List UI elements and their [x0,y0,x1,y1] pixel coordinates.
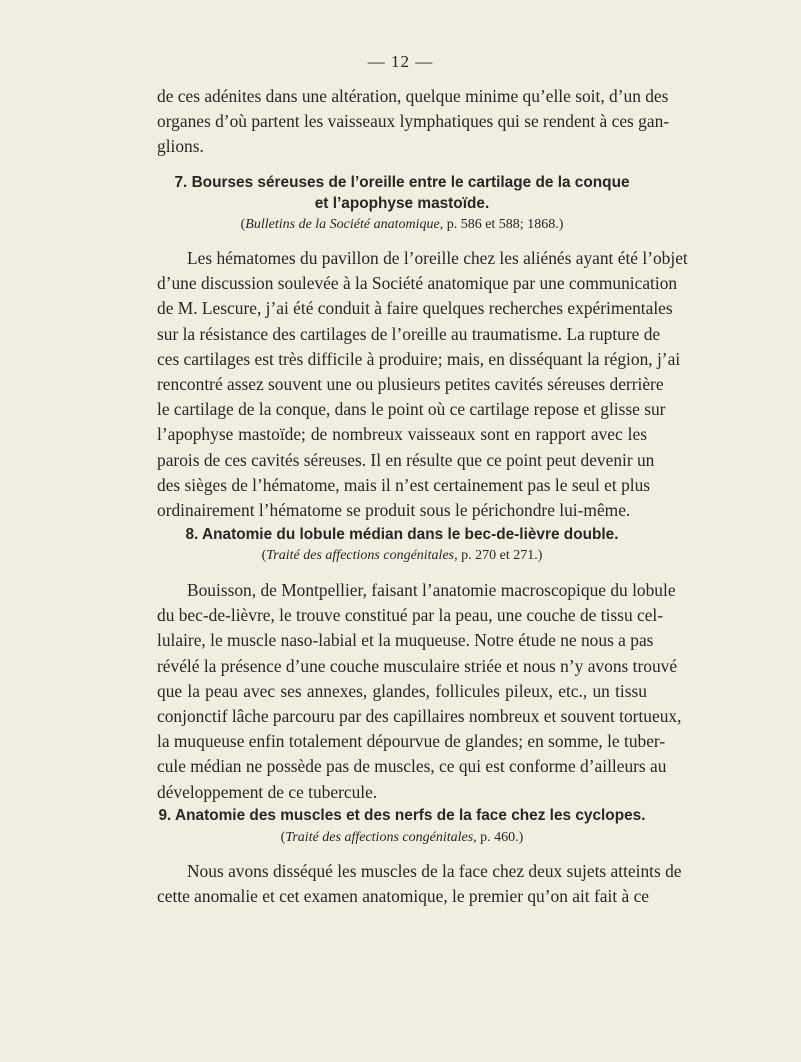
source-details: p. 586 et 588; 1868.) [443,217,564,232]
text-line: le cartilage de la conque, dans le point où ce cartilage repose et glisse sur [157,399,666,420]
section-7-paragraph [157,246,688,523]
text-line: sur la résistance des cartilages de l’oreille au traumatisme. La rupture de [157,323,661,344]
heading-line: 9. Anatomie des muscles et des nerfs de la face chez les cyclopes. [158,807,646,824]
text-line: conjonctif lâche parcouru par des capillaires nombreux et souvent tortueux, [157,705,682,726]
section-9-heading [157,805,647,826]
source-title: Bulletins de la Société anatomique, [245,217,444,232]
text-line: Bouisson, de Montpellier, faisant l’anatomie macroscopique du lobule [187,580,676,600]
section-7-heading [157,172,647,214]
source-details: p. 270 et 271.) [457,548,543,563]
text-line: révélé la présence d’une couche musculaire striée et nous n’y avons trouvé [157,655,678,676]
text-line: rencontré assez souvent une ou plusieurs petites cavités séreuses derrière [157,373,664,394]
text-line: l’apophyse mastoïde; de nombreux vaisseaux sont en rapport avec les [157,424,647,445]
text-line: du bec-de-lièvre, le trouve constitué par la peau, une couche de tissu cel- [157,605,664,626]
section-8-source [157,548,647,564]
source-title: Traité des affections congénitales, [266,548,458,563]
section-8-paragraph [157,578,682,805]
text-line: la muqueuse enfin totalement dépourvue de glandes; en somme, le tuber- [157,731,666,752]
section-8-heading [157,524,647,545]
source-open: ( [280,830,286,845]
heading-line: 7. Bourses séreuses de l’oreille entre le cartilage de la conque [174,174,630,191]
text-line: ces cartilages est très difficile à produire; mais, en disséquant la région, j’ai [157,348,681,369]
heading-line: et l’apophyse mastoïde. [314,195,490,212]
text-line: de ces adénites dans une altération, quelque minime qu’elle soit, d’un des [157,86,669,106]
source-open: ( [240,217,246,232]
text-line: Les hématomes du pavillon de l’oreille chez les aliénés ayant été l’objet [187,248,688,268]
section-7-source [157,217,647,233]
intro-paragraph [157,84,670,160]
source-details: p. 460.) [476,830,524,845]
source-title: Traité des affections congénitales, [285,830,477,845]
text-line: de M. Lescure, j’ai été conduit à faire quelques recherches expérimentales [157,298,673,319]
text-line: que la peau avec ses annexes, glandes, follicules pileux, etc., un tissu [157,680,647,701]
text-line: parois de ces cavités séreuses. Il en résulte que ce point peut devenir un [157,449,655,470]
text-line: lulaire, le muscle naso-labial et la muqueuse. Notre étude ne nous a pas [157,630,654,651]
text-line: développement de ce tubercule. [157,781,378,802]
text-line: cette anomalie et cet examen anatomique, le premier qu’on ait fait à ce [157,886,650,907]
section-9-paragraph [157,859,682,909]
section-9-source [157,830,647,846]
text-line: ordinairement l’hématome se produit sous le périchondre lui-même. [157,499,631,520]
text-line: cule médian ne possède pas de muscles, ce qui est conforme d’ailleurs au [157,756,667,777]
page-number: — 12 — [367,52,434,71]
text-line: des sièges de l’hématome, mais il n’est certainement pas le seul et plus [157,474,651,495]
text-line: glions. [157,136,204,157]
text-line: d’une discussion soulevée à la Société anatomique par une communication [157,273,678,294]
source-open: ( [261,548,267,563]
heading-line: 8. Anatomie du lobule médian dans le bec-de-lièvre double. [185,526,619,543]
text-line: organes d’où partent les vaisseaux lymphatiques qui se rendent à ces gan- [157,111,670,132]
text-line: Nous avons disséqué les muscles de la face chez deux sujets atteints de [187,861,682,881]
